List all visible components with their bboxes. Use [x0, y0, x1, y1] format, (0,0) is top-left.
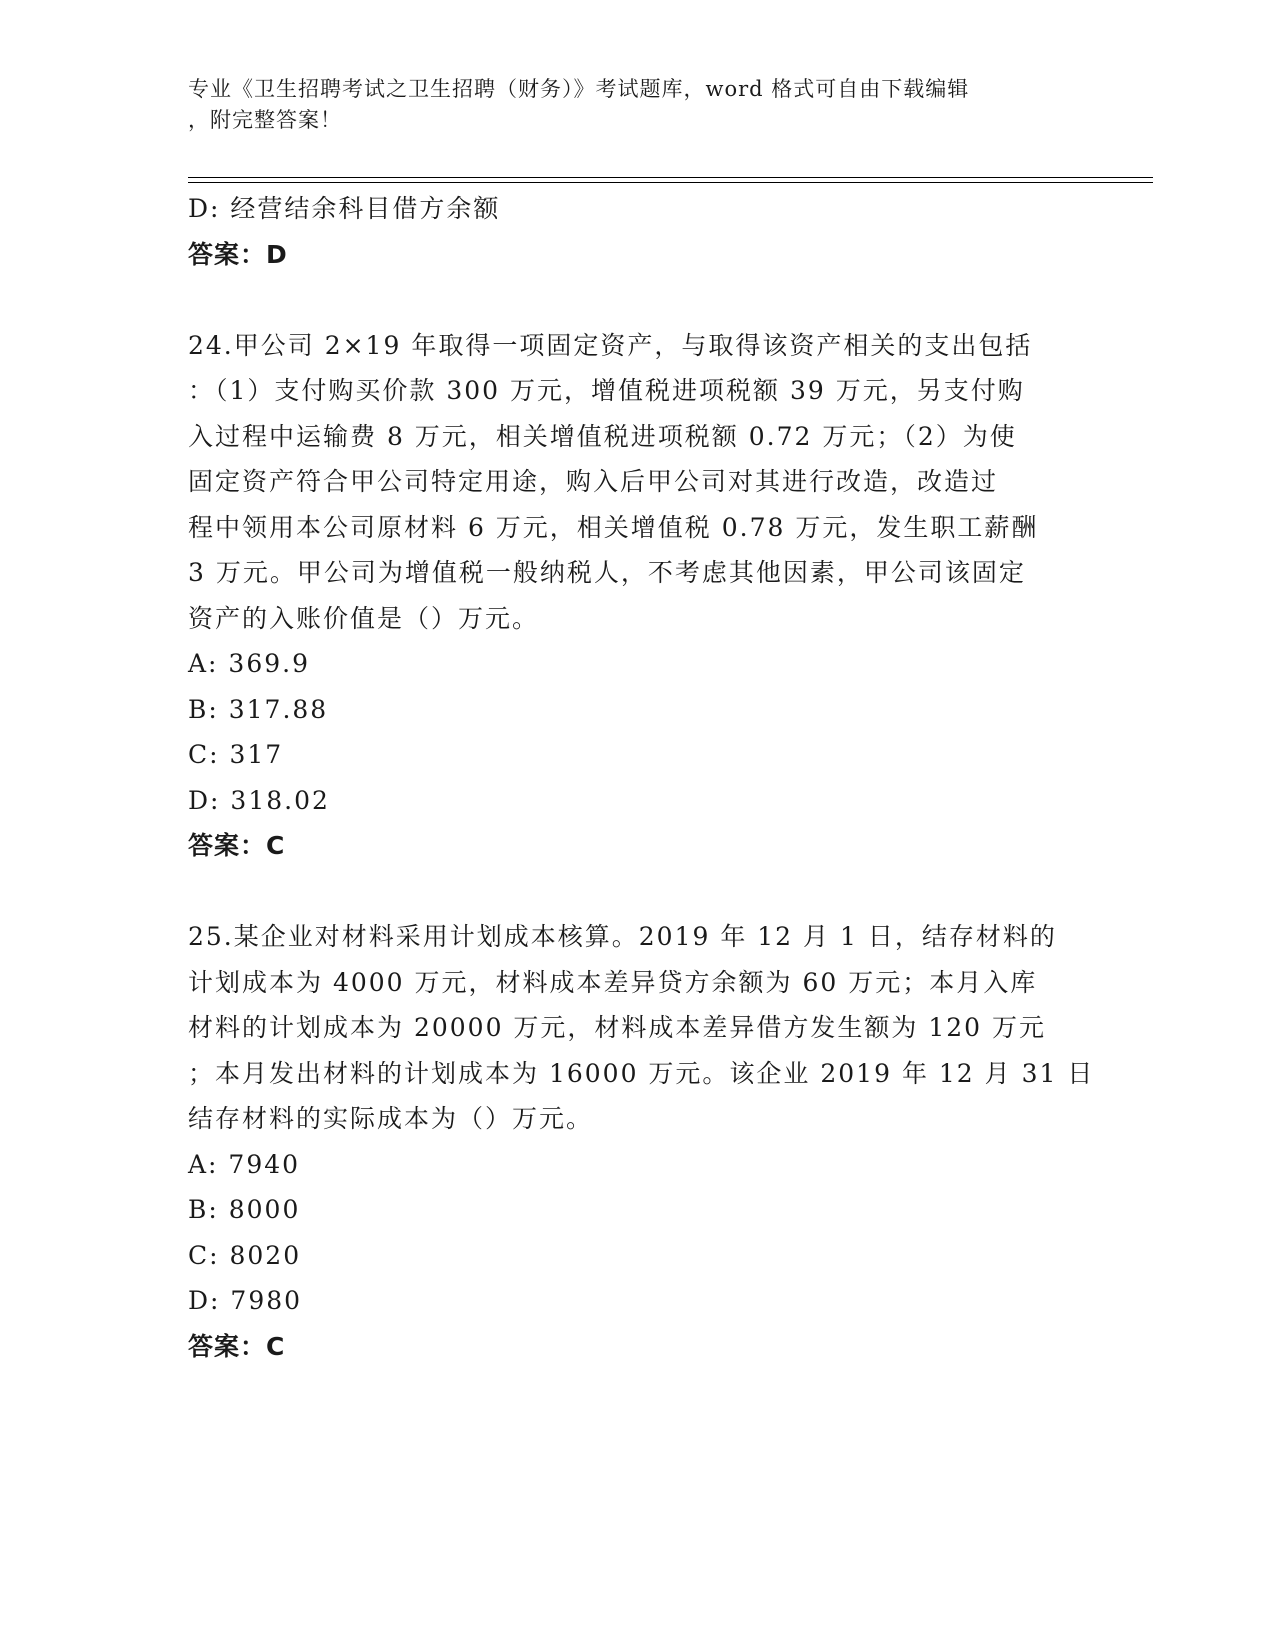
question-24-line-1: 24.甲公司 2×19 年取得一项固定资产，与取得该资产相关的支出包括	[188, 330, 1033, 360]
question-25-line-3: 材料的计划成本为 20000 万元，材料成本差异借方发生额为 120 万元	[188, 1013, 1047, 1042]
prev-answer: 答案：D	[188, 239, 288, 269]
question-25-line-5: 结存材料的实际成本为（）万元。	[188, 1104, 594, 1133]
question-24-option-d: D: 318.02	[188, 785, 330, 815]
spacer	[188, 869, 1088, 915]
header-line-1: 专业《卫生招聘考试之卫生招聘（财务）》考试题库，word 格式可自由下载编辑	[188, 77, 970, 101]
question-25	[188, 914, 1095, 1369]
document-body	[188, 186, 1095, 1369]
question-24-line-2: ：（1）支付购买价款 300 万元，增值税进项税额 39 万元，另支付购	[188, 376, 1025, 405]
question-24-answer: 答案：C	[188, 831, 286, 860]
question-24-line-6: 3 万元。甲公司为增值税一般纳税人，不考虑其他因素，甲公司该固定	[188, 558, 1026, 587]
question-25-answer: 答案：C	[188, 1331, 286, 1361]
question-24-option-c: C: 317	[188, 740, 284, 769]
question-25-option-b: B: 8000	[188, 1195, 301, 1224]
question-25-line-4: ；本月发出材料的计划成本为 16000 万元。该企业 2019 年 12 月 31 日	[188, 1058, 1095, 1088]
page-header	[188, 74, 1088, 136]
question-24-line-5: 程中领用本公司原材料 6 万元，相关增值税 0.78 万元，发生职工薪酬	[188, 512, 1039, 542]
header-line-2: ，附完整答案！	[188, 108, 342, 132]
question-25-line-2: 计划成本为 4000 万元，材料成本差异贷方余额为 60 万元；本月入库	[188, 967, 1038, 997]
question-25-option-d: D: 7980	[188, 1286, 303, 1315]
question-25-line-1: 25.某企业对材料采用计划成本核算。2019 年 12 月 1 日，结存材料的	[188, 922, 1057, 951]
prev-option-d: D: 经营结余科目借方余额	[188, 194, 501, 223]
header-rule-bottom	[188, 182, 1153, 183]
question-25-option-c: C: 8020	[188, 1240, 302, 1270]
question-25-option-a: A: 7940	[188, 1149, 301, 1179]
question-24-line-7: 资产的入账价值是（）万元。	[188, 603, 540, 633]
question-24-line-3: 入过程中运输费 8 万元，相关增值税进项税额 0.72 万元；（2）为使	[188, 421, 1017, 451]
question-24-option-b: B: 317.88	[188, 694, 329, 724]
question-24	[188, 323, 1088, 869]
spacer	[188, 277, 1088, 323]
header-rule-top	[188, 177, 1153, 178]
question-24-option-a: A: 369.9	[188, 649, 310, 678]
question-24-line-4: 固定资产符合甲公司特定用途，购入后甲公司对其进行改造，改造过	[188, 467, 999, 496]
